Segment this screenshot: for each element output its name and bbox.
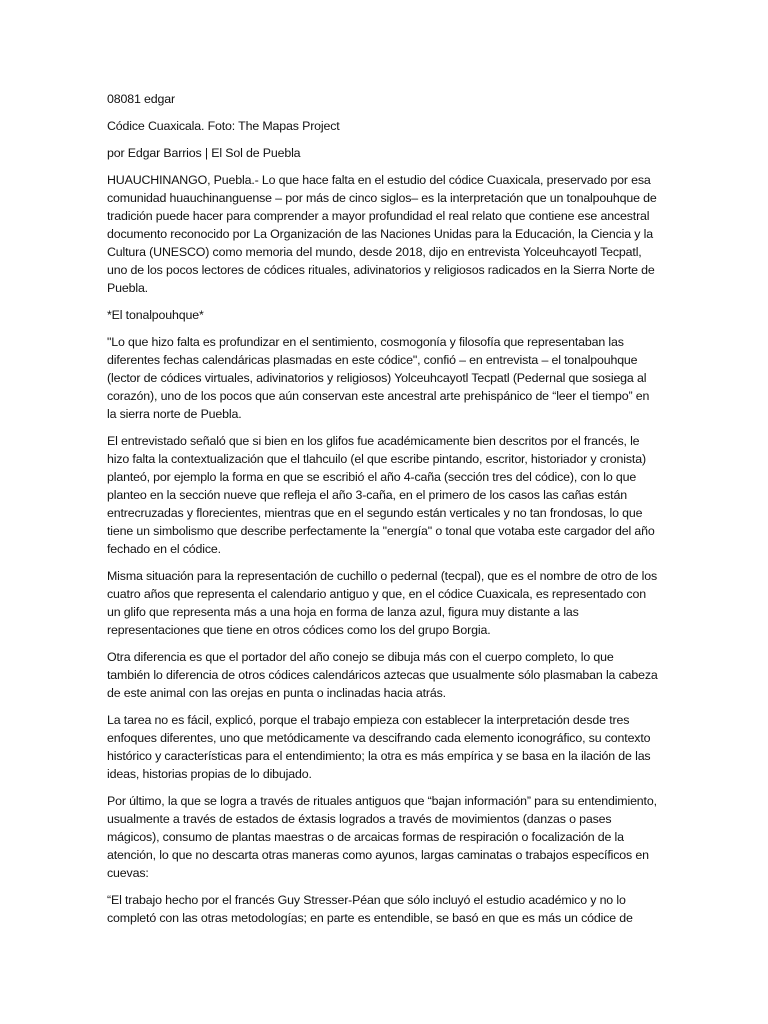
paragraph: “El trabajo hecho por el francés Guy Stresser-Péan que sólo incluyó el estudio académico y no lo completó con las otras metodologías; en parte es entendible, se basó en que es más un códice de (107, 893, 633, 925)
document-id: 08081 edgar (107, 92, 175, 106)
paragraph: Por último, la que se logra a través de rituales antiguos que “bajan información” para su entendimiento, usualmente a través de estados de éxtasis logrados a través de movimientos (danzas o pases mágicos), consumo de plantas maestras o de arcaicas formas de respiración o focalización de la atención, lo que no descarta otras maneras como ayunos, largas caminatas o trabajos específicos en cuevas: (107, 794, 657, 880)
paragraph-lede: HUAUCHINANGO, Puebla.- Lo que hace falta en el estudio del códice Cuaxicala, preservado por esa comunidad huauchinanguense – por más de cinco siglos– es la interpretación que un tonalpouhque de tradición puede hacer para comprender a mayor profundidad el real relato que contiene ese ancestral documento reconocido por La Organización de las Naciones Unidas para la Educación, la Ciencia y la Cultura (UNESCO) como memoria del mundo, desde 2018, dijo en entrevista Yolceuhcayotl Tecpatl, uno de los pocos lectores de códices rituales, adivinatorios y religiosos radicados en la Sierra Norte de Puebla. (107, 173, 657, 295)
paragraph: Otra diferencia es que el portador del año conejo se dibuja más con el cuerpo completo, lo que también lo diferencia de otros códices calendáricos aztecas que usualmente sólo plasmaban la cabeza de este animal con las orejas en punta o inclinadas hacia atrás. (107, 650, 658, 700)
document-page (107, 90, 659, 936)
section-heading: *El tonalpouhque* (107, 308, 204, 322)
paragraph: "Lo que hizo falta es profundizar en el sentimiento, cosmogonía y filosofía que representaban las diferentes fechas calendáricas plasmadas en este códice", confió – en entrevista – el tonalpouhque (lector de códices virtuales, adivinatorios y religiosos) Yolceuhcayotl Tecpatl (Pedernal que sosiega al corazón), uno de los pocos que aún conservan este ancestral arte prehispánico de “leer el tiempo” en la sierra norte de Puebla. (107, 335, 650, 421)
paragraph: La tarea no es fácil, explicó, porque el trabajo empieza con establecer la interpretación desde tres enfoques diferentes, uno que metódicamente va descifrando cada elemento iconográfico, su contexto histórico y características para el entendimiento; la otra es más empírica y se basa en la ilación de las ideas, historias propias de lo dibujado. (107, 713, 651, 781)
paragraph: Misma situación para la representación de cuchillo o pedernal (tecpal), que es el nombre de otro de los cuatro años que representa el calendario antiguo y que, en el códice Cuaxicala, es representado con un glifo que representa más a una hoja en forma de lanza azul, figura muy distante a las representaciones que tiene en otros códices como los del grupo Borgia. (107, 569, 658, 637)
byline: por Edgar Barrios | El Sol de Puebla (107, 146, 301, 160)
image-caption: Códice Cuaxicala. Foto: The Mapas Project (107, 119, 340, 133)
paragraph: El entrevistado señaló que si bien en los glifos fue académicamente bien descritos por el francés, le hizo falta la contextualización que el tlahcuilo (el que escribe pintando, escritor, historiador y cronista) planteó, por ejemplo la forma en que se escribió el año 4-caña (sección tres del códice), con lo que planteo en la sección nueve que refleja el año 3-caña, en el primero de los casos las cañas están entrecruzadas y florecientes, mientras que en el segundo están verticales y no tan frondosas, lo que tiene un simbolismo que describe perfectamente la "energía" o tonal que votaba este cargador del año fechado en el códice. (107, 434, 655, 556)
